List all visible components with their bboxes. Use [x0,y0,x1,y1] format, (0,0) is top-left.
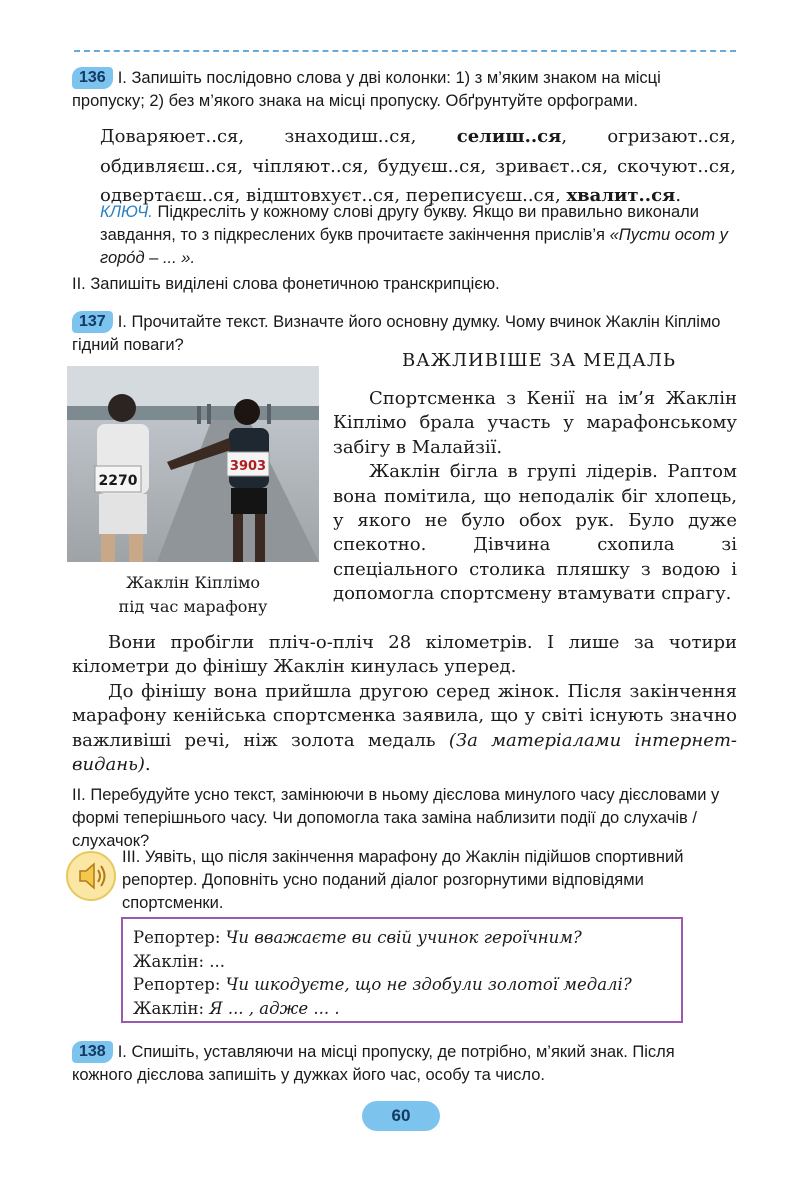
key-label: КЛЮЧ. [100,203,153,221]
dialog-text: Чи вважаєте ви свій учинок героїчним? [225,928,582,947]
exercise-136-words [100,122,736,211]
dialog-text: Чи шкодуєте, що не здобули золотої медалі? [225,975,632,994]
source-note: (За матеріалами інтернет-видань) [72,729,737,776]
text-paragraph [72,680,737,778]
text-paragraph: Жаклін бігла в групі лідерів. Раптом вона помітила, що неподалік біг хлопець, у якого не було обох рук. Було дуже спекотно. Дівчина схопила зі спеціального столика пляшку з водою і допомогла спортсмену втамувати спрагу. [333,461,737,605]
text-column [333,387,737,607]
exercise-136-part2: II. Запишіть виділені слова фонетичною транскрипцією. [72,275,500,293]
caption-line: під час марафону [118,597,268,616]
para-part: До фінішу вона прийшла другою серед жінок. Після закінчення марафону кенійська спортсменка заявила, що у світі існують значно важливіші речі, ніж золота медаль [72,680,737,751]
dialog-line [133,973,671,997]
photo-caption [67,571,319,619]
exercise-136-text: I. Запишіть послідовно слова у дві колонки: 1) з м’яким знаком на місці пропуску; 2) без м’якого знака на місці пропуску. Обґрунтуйте орфограми. [72,69,661,110]
exercise-number-badge: 136 [72,67,113,89]
exercise-138-task [72,1041,738,1087]
dialog-line [133,997,671,1021]
words-part: , огризают..ся, обдивляєш..ся, чіпляют..ся, будуєш..ся, зриваєт..ся, скочуют..ся, одвертаєш..ся, відштовхуєт..ся, переписуєш..ся, [100,126,736,206]
dialog-speaker: Репортер: [133,928,226,947]
page-number: 60 [362,1101,440,1131]
key-proverb: «Пусти осот у горо́д – ... ». [100,226,728,267]
words-part: . [675,185,682,206]
caption-line: Жаклін Кіплімо [125,573,261,592]
dialog-speaker: Жаклін: [133,998,210,1018]
exercise-137-part2: II. Перебудуйте усно текст, замінюючи в ньому дієслова минулого часу дієсловами у формі теперішнього часу. Чи допомогла така заміна наблизити події до слухачів / слухачок? [72,786,720,850]
exercise-number-badge: 137 [72,311,113,333]
left-runner-bib: 2270 [98,473,138,489]
dialog-line [133,926,671,950]
key-hint [100,201,738,270]
marathon-photo [67,366,319,562]
speaker-icon [66,851,116,901]
dialog-box [121,917,683,1023]
text-paragraph: Вони пробігли пліч-о-пліч 28 кілометрів. І лише за чотири кілометри до фінішу Жаклін кинулась уперед. [72,632,737,678]
words-part: Доваряюет..ся, знаходиш..ся, [100,126,457,147]
text-title: ВАЖЛИВІШЕ ЗА МЕДАЛЬ [401,350,677,371]
exercise-137-text: I. Прочитайте текст. Визначте його основну думку. Чому вчинок Жаклін Кіплімо гідний поваги? [72,313,721,354]
dialog-speaker: Репортер: [133,975,226,994]
text-full-width [72,631,737,777]
dialog-text: Я ... , адже ... . [209,998,340,1018]
right-runner-bib: 3903 [229,459,267,474]
exercise-136-task [72,67,738,113]
words-bold: хвалит..ся [566,185,676,206]
exercise-number-badge: 138 [72,1041,113,1063]
para-part: . [144,754,151,776]
dialog-text: ... [209,951,225,971]
top-dashed-divider [74,50,736,52]
key-text: Підкресліть у кожному слові другу букву. Якщо ви правильно виконали завдання, то з підкреслених букв прочитаєте закінчення прислів’я [100,203,700,244]
dialog-line [133,950,671,974]
words-bold: селиш..ся [456,126,562,147]
text-paragraph: Спортсменка з Кенії на ім’я Жаклін Кіплімо брала участь у марафонському забігу в Малайзії. [333,388,737,458]
dialog-speaker: Жаклін: [133,951,210,971]
exercise-137-part3: III. Уявіть, що після закінчення марафону до Жаклін підійшов спортивний репортер. Доповніть усно поданий діалог розгорнутими відповідями спортсменки. [122,848,684,912]
exercise-138-text: I. Спишіть, уставляючи на місці пропуску, де потрібно, м’який знак. Після кожного дієслова запишіть у дужках його час, особу та число. [72,1043,675,1084]
